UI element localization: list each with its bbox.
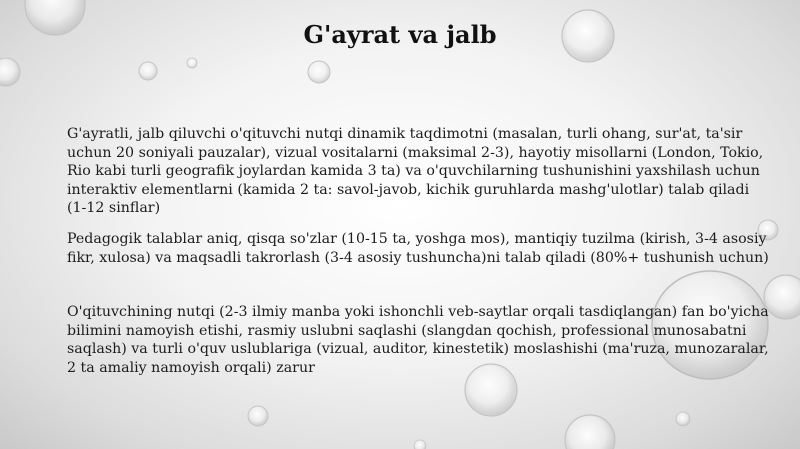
paragraph-2: Pedagogik talablar aniq, qisqa so'zlar (10-15 ta, yoshga mos), mantiqiy tuzilma (kirish, 3-4 asosiy fikr, xulosa) va maqsadli takrorlash (3-4 asosiy tushuncha)ni talab qiladi (80%+ tushunish uchun) [67,230,769,266]
paragraph-3: O'qituvchining nutqi (2-3 ilmiy manba yoki ishonchli veb-saytlar orqali tasdiqlangan) fan bo'yicha bilimini namoyish etishi, rasmiy uslubni saqlashi (slangdan qochish, professional munosabatni saqlash) va turli o'quv uslublariga (vizual, auditor, kinestetik) moslashishi (ma'ruza, munozaralar, 2 ta amaliy namoyish orqali) zarur [67,304,769,376]
drop-bottom-right [565,415,615,449]
slide-title: G'ayrat va jalb [303,20,497,49]
drop-bottom-edge [414,440,426,449]
drop-top-mid-2 [187,58,197,68]
drop-top-mid-1 [139,62,157,80]
drop-left-small [0,58,20,86]
slide-body [67,125,772,390]
drop-bottom-left [248,406,268,426]
paragraph-1: G'ayratli, jalb qiluvchi o'qituvchi nutqi dinamik taqdimotni (masalan, turli ohang, sur'at, ta'sir uchun 20 soniyali pauzalar), vizual vositalarni (maksimal 2-3), hayotiy misollarni (London, Tokio, Rio kabi turli geografik joylardan kamida 3 ta) va o'quvchilarning tushunishini yaxshilash uchun interaktiv elementlarni (kamida 2 ta: savol-javob, kichik guruhlarda mashg'ulotlar) talab qiladi (1-12 sinflar) [67,126,764,217]
drop-top-center [308,61,330,83]
drop-bottom-tiny [676,412,690,426]
